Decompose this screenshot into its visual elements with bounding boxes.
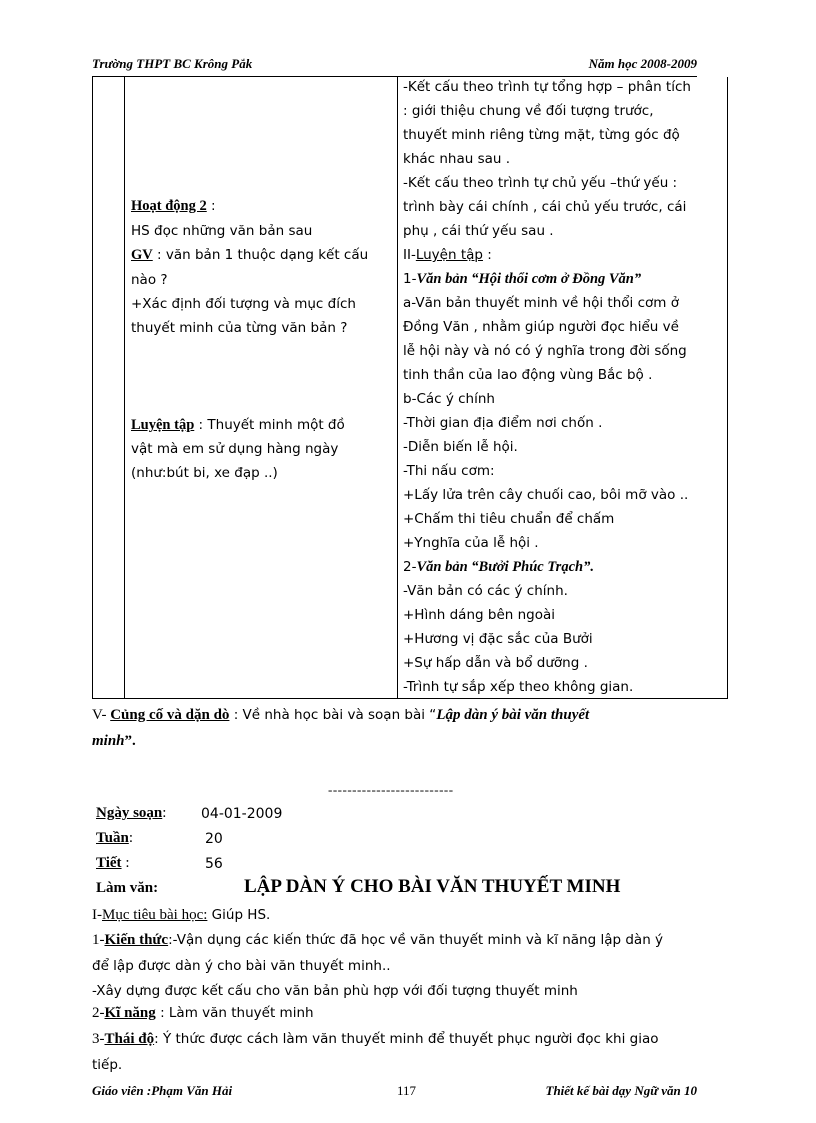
separator: -------------------------- — [328, 782, 454, 797]
date-value: 04-01-2009 — [201, 806, 283, 822]
practice-heading: II-Luyện tập : — [403, 247, 492, 263]
lesson-table: Hoạt động 2 : HS đọc những văn bản sau GV : văn bản 1 thuộc dạng kết cấu nào ? +Xác định đối tượng và mục đích thuyết minh của từng văn bản ? Luyện tập : Thuyết minh một đồ vật mà em sử dụng hàng ngày (như:bút bi, xe đạp ..) -Kết cấu theo trình tự tổng hợp – phân tích : giới thiệu chung về đối tượng trước, thuyết minh riêng từng mặt, từng góc độ khác nhau sau . -Kết cấu theo trình tự chủ yếu –thứ yếu : trình bày cái chính , cái chủ yếu trước, cái phụ , cái thứ yếu sau . II-Luyện tập : 1-Văn bản “Hội thổi cơm ở Đồng Văn” a-Văn bản thuyết minh về hội thổi cơm ở Đồng Văn , nhằm giúp người đọc hiểu về lễ hội này và nó có ý nghĩa trong đời sống tinh thần của lao động vùng Bắc bộ . b-Các ý chính -Thời gian địa điểm nơi chốn . -Diễn biến lễ hội. -Thi nấu cơm: +Lấy lửa trên cây chuối cao, bôi mỡ vào .. +Chấm thi tiêu chuẩn để chấm +Ynghĩa của lễ hội . 2-Văn bản “Bưởi Phúc Trạch”. -Văn bản có các ý chính. +Hình dáng bên ngoài +Hương vị đặc sắc của Bưởi +Sự hấp dẫn và bổ dưỡng . -Trình tự sắp xếp theo không gian. — [92, 77, 728, 699]
objectives-heading: I-Mục tiêu bài học: Giúp HS. — [92, 907, 271, 923]
period-value: 56 — [205, 856, 223, 872]
gv-label: GV — [131, 247, 153, 263]
table-divider-1 — [124, 77, 125, 698]
section-5-label: Củng cố và dặn dò — [110, 707, 230, 723]
text-2-heading: 2-Văn bản “Bưởi Phúc Trạch”. — [403, 559, 594, 575]
lesson-title: LẬP DÀN Ý CHO BÀI VĂN THUYẾT MINH — [244, 876, 621, 897]
school-name: Trường THPT BC Krông Pắk — [92, 56, 253, 71]
page-number: 117 — [397, 1083, 417, 1098]
teacher-name: Giáo viên :Phạm Văn Hải — [92, 1083, 233, 1098]
activity-label: Hoạt động 2 — [131, 198, 207, 214]
knowledge-line: 1-Kiến thức:-Vận dụng các kiến thức đã học về văn thuyết minh và kĩ năng lập dàn ý — [92, 932, 664, 948]
period-row: Tiết : — [96, 855, 130, 871]
page-header — [92, 52, 697, 77]
skills-line: 2-Kĩ năng : Làm văn thuyết minh — [92, 1005, 314, 1021]
attitude-line: 3-Thái độ: Ý thức được cách làm văn thuyết minh để thuyết phục người đọc khi giao — [92, 1031, 659, 1047]
date-row: Ngày soạn: — [96, 805, 167, 821]
table-divider-2 — [397, 77, 398, 698]
section-5: V- Củng cố và dặn dò : Về nhà học bài và soạn bài “Lập dàn ý bài văn thuyết — [92, 707, 590, 723]
read-instruction: HS đọc những văn bản sau — [131, 223, 313, 239]
week-row: Tuần: — [96, 830, 133, 846]
text-1-heading: 1-Văn bản “Hội thổi cơm ở Đồng Văn” — [403, 271, 642, 287]
lesson-type: Làm văn: — [96, 880, 159, 896]
book-title: Thiết kế bài dạy Ngữ văn 10 — [545, 1083, 697, 1098]
week-value: 20 — [205, 831, 223, 847]
identify-question: +Xác định đối tượng và mục đích — [131, 296, 356, 312]
school-year: Năm học 2008-2009 — [588, 56, 697, 71]
practice-label: Luyện tập — [131, 417, 195, 433]
